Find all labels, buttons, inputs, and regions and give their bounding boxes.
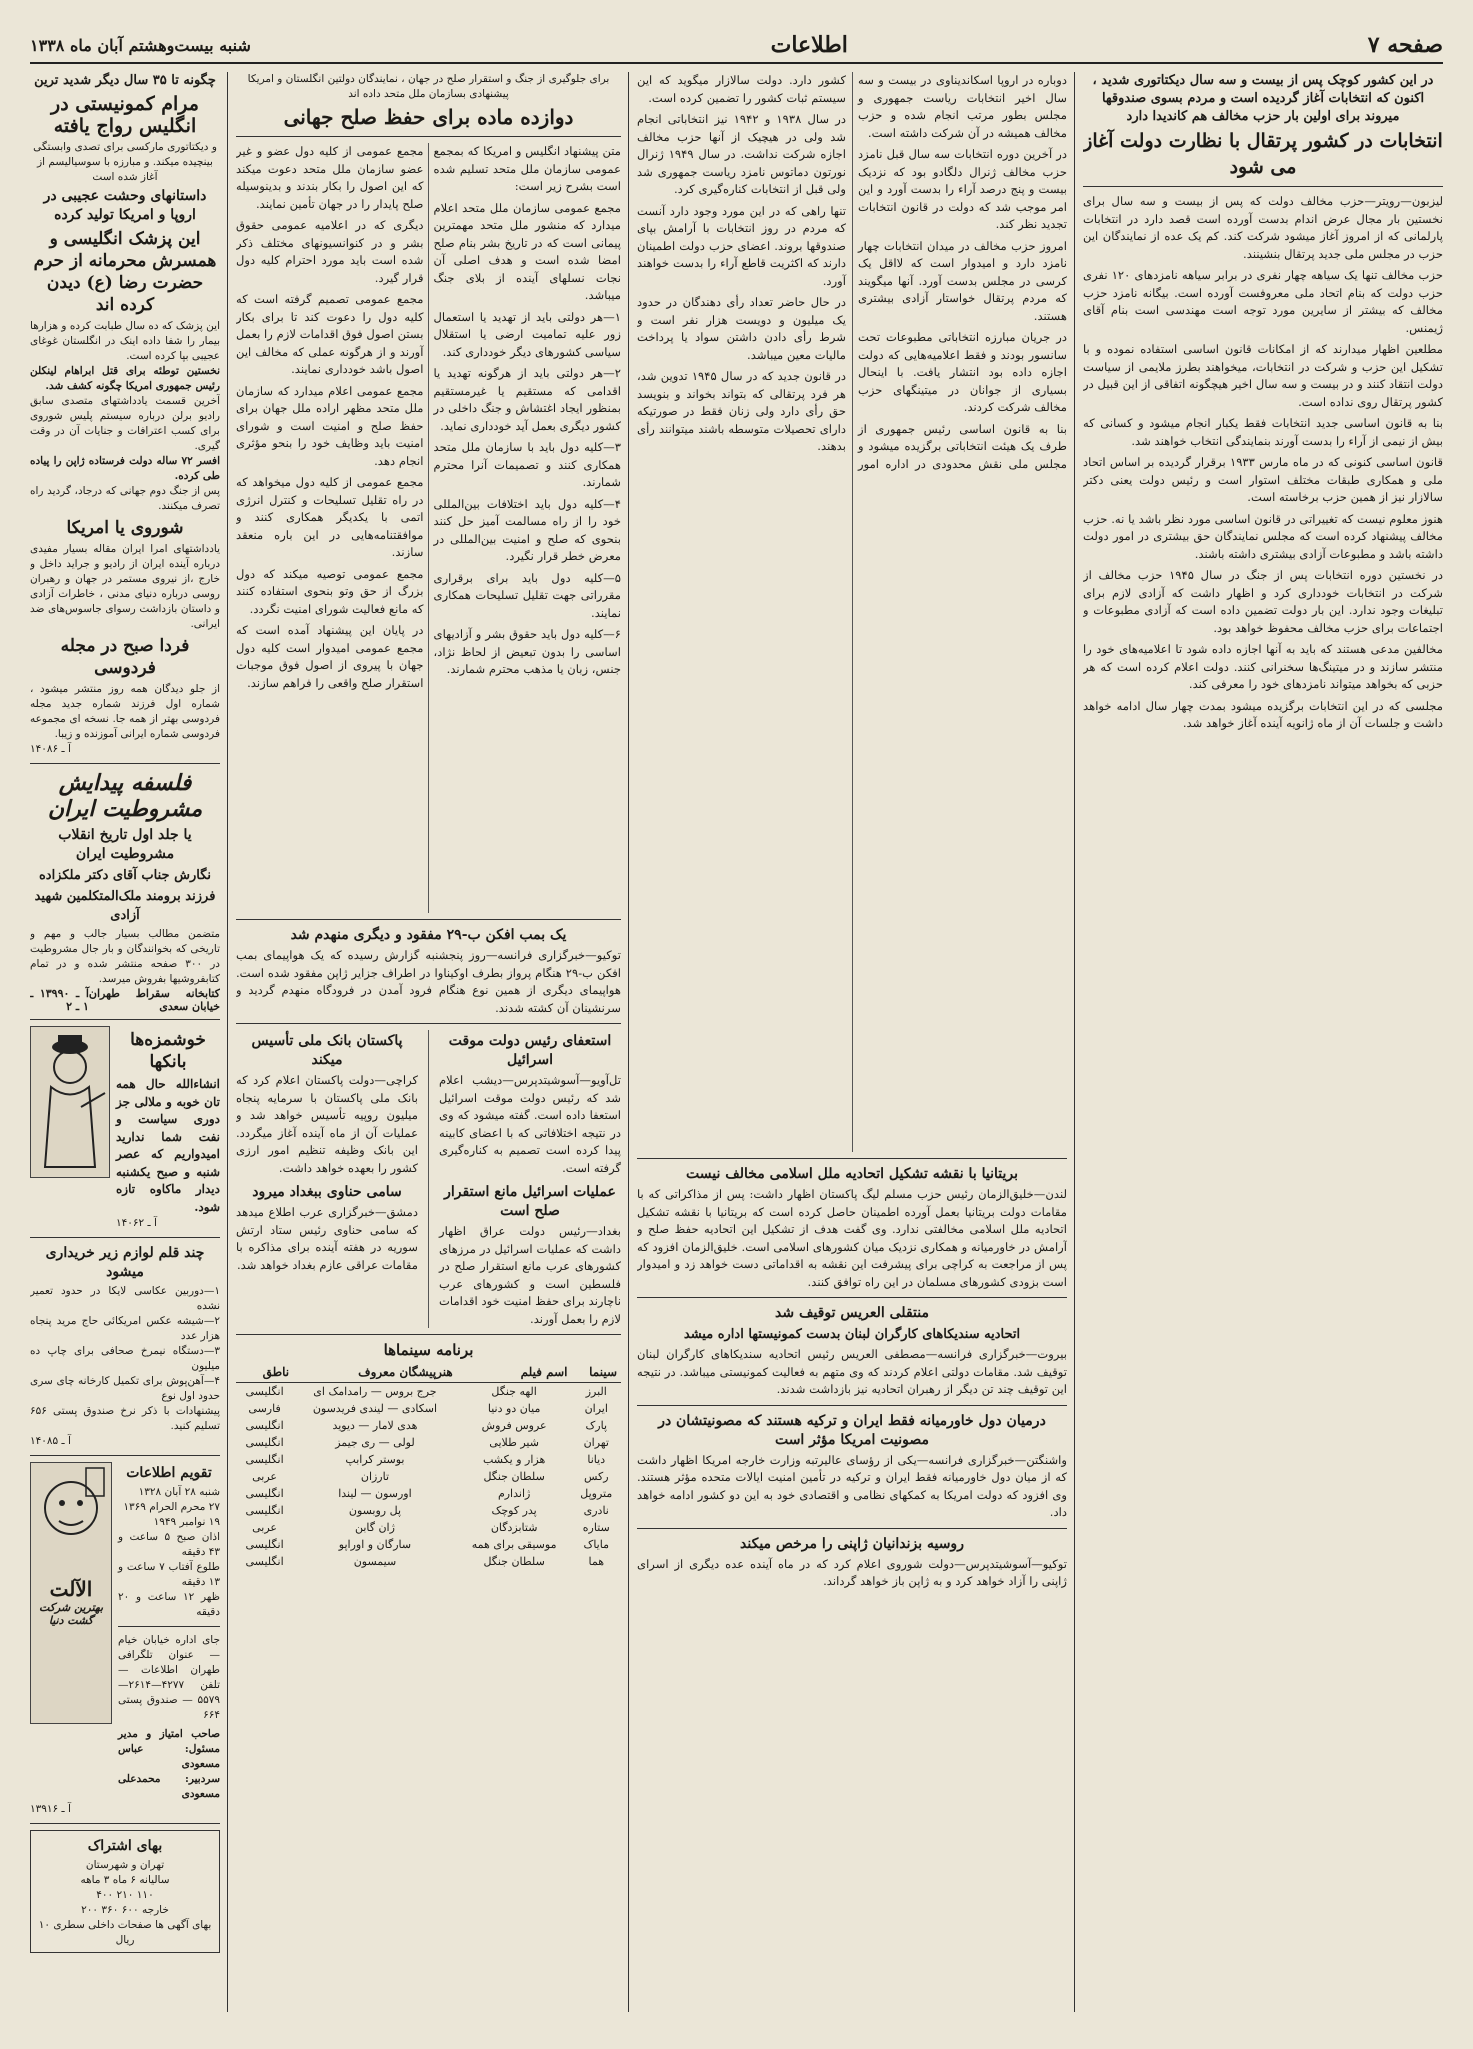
brief-column-right: [439, 1030, 621, 1328]
cinema-cell: انگلیسی: [245, 1504, 284, 1517]
teaser-body: این پزشک که ده سال طبابت کرده و هزارها بیمار را شفا داده اینک در انگلستان غوغای عجیبی بپا کرده است.: [30, 320, 220, 362]
khosh-headline: خوشمزه‌ها بانکها: [130, 1030, 206, 1072]
britain-body: لندن—خلیق‌الزمان رئیس حزب مسلم لیگ پاکستان اظهار داشت: پس از مذاکراتی که با مقامات دولت بریتانیا بعمل آورده اطمینان حاصل کرده است که بریتانیا با نقشه تشکیل اتحادیه ملل اسلامی مخالفتی ندارد. وی گفت هدف از تشکیل این اتحادیه حفظ صلح و آرامش در خاورمیانه و همکاری نزدیک میان کشورهای اسلامی است. خلیق‌الزمان افزود که پس از مراجعت به کراچی برای پیشرفت این نقشه به اقداماتی دست خواهد زد و امیدوار است بزودی کشورهای مسلمان در این راه توافق کنند.: [637, 1187, 1067, 1289]
cinema-cell: سیمسون: [353, 1555, 397, 1568]
khosh-ad: [30, 1026, 220, 1231]
teaser-headline-3: این پزشک انگلیسی و همسرش محرمانه از حرم حضرت رضا (ع) دیدن کرده اند: [33, 229, 217, 315]
cinema-cell: انگلیسی: [245, 1436, 284, 1449]
cinema-cell: اسکادی — لیندی فریدسون: [312, 1402, 438, 1415]
article-body: [1083, 193, 1443, 733]
cinema-cell: جرج بروس — رامدامک ای: [313, 1385, 437, 1398]
article-headline: انتخابات در کشور پرتقال با نظارت دولت آغاز می شود: [1083, 130, 1443, 178]
cinema-cell: ایران: [584, 1402, 608, 1415]
cinema-cell: ژان گابن: [354, 1521, 395, 1534]
cinema-cell: موسیقی برای همه: [471, 1538, 557, 1551]
cinema-cell: شتابزدگان: [490, 1521, 538, 1534]
article-intro: در این کشور کوچک پس از بیست و سه سال دیکتاتوری شدید ، اکنون که انتخابات آغاز گردیده است و مردم بسوی صندوقها میروند برای اولین بار حزب مخالف هم کاندیدا دارد: [1092, 73, 1434, 124]
cinema-cell: عروس فروش: [481, 1419, 547, 1432]
ad-code: آ ـ ۱۴۰۸۵: [30, 1435, 71, 1447]
teaser-lead: چگونه تا ۳۵ سال دیگر شدید ترین: [34, 73, 216, 88]
cinema-row: [236, 1553, 621, 1570]
paragraph: تنها راهی که در این مورد وجود دارد آنست که مردم در روز انتخابات با آرامش بپای صندوقها بروند. اعضای حزب دولت اطمینان دارند که اکثریت قاطع آراء را بدست خواهند آورد.: [637, 203, 846, 288]
calendar-row: ۱۹ نوامبر ۱۹۴۹: [153, 1516, 220, 1528]
paragraph: دوباره در اروپا اسکاندیناوی در بیست و سه سال اخیر انتخابات ریاست جمهوری و مجلس بطور مرتب انجام شده و حزب مخالف همیشه در آن شرکت داشته است.: [858, 73, 1067, 140]
calendar-row: ۲۷ محرم الحرام ۱۳۶۹: [123, 1501, 220, 1513]
article-headline: دوازده ماده برای حفظ صلح جهانی: [283, 105, 574, 129]
cinema-cell: مایاک: [583, 1538, 609, 1551]
ad-code: آ ـ ۱۴۰۸۶: [30, 743, 71, 755]
book-ad-subtitle: یا جلد اول تاریخ انقلاب مشروطیت ایران: [58, 827, 192, 862]
article-body: [236, 143, 621, 913]
cinema-row: [236, 1451, 621, 1468]
cinema-row: [236, 1536, 621, 1553]
cinema-cell: رکس: [583, 1470, 609, 1483]
cinema-cell: شیر طلایی: [489, 1436, 539, 1449]
paragraph: مجلسی که در این انتخابات برگزیده میشود بمدت چهار سال ادامه خواهد داشت و جلسات آن از ماه ژانویه آینده آغاز خواهد شد.: [1083, 698, 1443, 730]
teaser-body: افسر ۷۲ ساله دولت فرستاده ژاپن را پیاده طی کرده.: [30, 455, 220, 482]
column-2: [637, 72, 1067, 2012]
teaser-body: نخستین توطئه برای قتل ابراهام لینکلن رئیس جمهوری امریکا چگونه کشف شد.: [30, 365, 220, 392]
ad-code: آ ـ ۱۳۹۱۶: [30, 1803, 71, 1815]
cinema-row: [236, 1519, 621, 1536]
paragraph: قانون اساسی کنونی که در ماه مارس ۱۹۳۳ برقرار گردیده بر اساس اتحاد ملی و همکاری طبقات مختلف استوار است و رئیس دولت یعنی دکتر سالازار نیز از همین حزب برخاسته است.: [1083, 455, 1443, 504]
khosh-body: انشاءالله حال همه تان خوبه و ملالی جز دوری سیاست و نفت شما ندارید امیدواریم که عصر شنبه و صبح یکشنبه دیدار ماکاوه تازه شود.: [116, 1077, 220, 1214]
cinema-cell: انگلیسی: [245, 1487, 284, 1500]
paragraph: حزب مخالف تنها یک سیاهه چهار نفری در برابر سیاهه نامزدهای ۱۲۰ نفری حزب دولت که بنام اتحاد ملی معروفست آورده است. بیگانه نامزد حزب مخالف که بیشتر از سایرین مورد توجه است مهندسی است بنام آقای ژیمنس.: [1083, 268, 1443, 335]
cinema-cell: اورسون — لیندا: [338, 1487, 412, 1500]
subscription-title: بهای اشتراک: [87, 1838, 163, 1854]
paragraph: در حال حاضر تعداد رأی دهندگان در حدود یک میلیون و دویست هزار نفر است و شرط رأی دادن داشتن سواد یا پرداخت مالیات معین میباشد.: [637, 295, 846, 362]
paragraph: متن پیشنهاد انگلیس و امریکا که بمجمع عمومی سازمان ملل متحد تسلیم شده است بشرح زیر است:: [433, 144, 621, 193]
shoravi-headline: شوروی یا امریکا: [66, 518, 184, 538]
purchase-headline: چند قلم لوازم زیر خریداری میشود: [45, 1245, 205, 1280]
subscription-row: سالیانه ۶ ماه ۳ ماهه: [80, 1874, 170, 1886]
sami-headline: سامی حناوی ببغداد میرود: [252, 1184, 402, 1200]
cinema-cell: پارک: [585, 1419, 608, 1432]
paragraph: مجمع عمومی از کلیه دول میخواهد که در راه تقلیل تسلیحات و کنترل انرژی اتمی با یکدیگر همکاری کنند و موافقتنامه‌هایی در این باره منعقد سازند.: [236, 475, 424, 559]
brief-column-left: [236, 1030, 418, 1328]
cinema-cell: انگلیسی: [245, 1419, 284, 1432]
mideast-headline: درمیان دول خاورمیانه فقط ایران و ترکیه هستند که مصونیتشان در مصونیت امریکا مؤثر است: [658, 1412, 1046, 1448]
cartoon-figure-icon: [31, 1027, 109, 1177]
subscription-box: [30, 1830, 220, 1953]
cinema-cell: عربی: [252, 1470, 277, 1483]
cinema-cell: لولی — ری جیمز: [335, 1436, 415, 1449]
teaser-body: آخرین قسمت یادداشتهای متصدی سابق رادیو برلن درباره سیستم پلیس شوروی برای کسب اعترافات و جنایات آن در وقت گیری.: [30, 395, 220, 452]
cinema-row: [236, 1400, 621, 1417]
book-ad-store: کتابخانه سقراط طهران خیابان سعدی: [88, 987, 220, 1013]
sami-body: دمشق—خبرگزاری عرب اطلاع میدهد که سامی حناوی رئیس ستاد ارتش سوریه در هفته آینده برای مذاکره با مقامات عراقی عازم بغداد خواهد شد.: [236, 1205, 418, 1272]
cinema-cell: هدی لامار — دیوید: [332, 1419, 418, 1432]
cinema-cell: فارسی: [248, 1402, 281, 1415]
calendar-row: طلوع آفتاب ۷ ساعت و ۱۳ دقیقه: [118, 1561, 220, 1588]
book-ad-code: آ ـ ۱۳۹۹۰ ـ ۱ ـ ۲: [30, 987, 89, 1013]
cinema-row: [236, 1502, 621, 1519]
newspaper-editor: سردبیر: محمدعلی مسعودی: [118, 1773, 220, 1800]
calendar-row: اذان صبح ۵ ساعت و ۴۳ دقیقه: [118, 1531, 220, 1558]
ferdowsi-headline: فردا صبح در مجله فردوسی: [60, 636, 190, 678]
plane-body: توکیو—خبرگزاری فرانسه—روز پنجشنبه گزارش رسیده که یک هواپیمای بمب افکن ب-۲۹ هنگام پرواز بطرف اوکیناوا در اطراف جزایر ژاپن مفقود شده است. هواپیمای دیگری از همین نوع هنگام فرود آمدن در فرودگاه منهدم گردید و سرنشینان آن کشته شدند.: [236, 948, 621, 1015]
cinema-cell: پدر کوچک: [491, 1504, 537, 1517]
book-ad-footer: [30, 987, 220, 1013]
cinema-title: برنامه سینماها: [383, 1341, 474, 1359]
paragraph: لیزبون—رویتر—حزب مخالف دولت که پس از بیست و سه سال برای نخستین بار مجال عرض اندام بدست آورده است قصد دارد در انتخابات پارلمانی که از امروز آغاز میشود شرکت کند. کم یک عده از نمایندگان این حزب در مجلس ملی جدید پرتقال بنشینند.: [1083, 194, 1443, 261]
issue-date: شنبه بیست‌وهشتم آبان ماه ۱۳۳۸: [30, 35, 251, 55]
newspaper-name: اطلاعات: [770, 32, 848, 58]
lebanon-body: بیروت—خبرگزاری فرانسه—مصطفی العریس رئیس اتحادیه سندیکاهای کارگران لبنان توقیف شد. مقامات دولتی اعلام کردند که وی متهم به فعالیت کمونیستی میباشد. در نتیجه این توقیف چند تن دیگر از رهبران اتحادیه نیز بازداشت شدند.: [637, 1347, 1067, 1396]
cartoon-illustration: [30, 1026, 110, 1178]
israel-body: تل‌آویو—آسوشیتدپرس—دیشب اعلام شد که رئیس دولت موقت اسرائیل استعفا داده است. گفته میشود که وی در نتیجه اختلافاتی که با اعضای کابینه پیدا کرده است تصمیم به کناره‌گیری گرفته است.: [439, 1073, 621, 1175]
cinema-header: ناطق: [236, 1362, 293, 1383]
cinema-table: [236, 1362, 621, 1570]
column-4: [30, 72, 220, 2012]
mideast-body: واشنگتن—خبرگزاری فرانسه—یکی از رؤسای عالیرتبه وزارت خارجه امریکا اظهار داشت که از میان دول خاورمیانه فقط ایران و ترکیه در تأمین امنیت ایالات متحده مؤثر هستند. وی افزود که دولت امریکا به کمکهای نظامی و اقتصادی خود به این دو کشور ادامه خواهد داد.: [637, 1452, 1067, 1519]
cinema-cell: انگلیسی: [245, 1555, 284, 1568]
ad-brand: الآلت: [49, 1577, 93, 1601]
cinema-cell: پل روبسون: [348, 1504, 402, 1517]
cinema-row: [236, 1383, 621, 1401]
cinema-header: اسم فیلم: [457, 1362, 572, 1383]
cinema-cell: ستاره: [582, 1521, 610, 1534]
paragraph: مخالفین مدعی هستند که باید به آنها اجازه داده شود تا اعلامیه‌های خود را منتشر سازند و در میتینگ‌ها سخنرانی کنند. دولت اعلام کرده است که هر حزبی که بخواهد میتواند نامزدهای خود را معرفی کند.: [1083, 642, 1443, 691]
paragraph: دیگری که در اعلامیه عمومی حقوق بشر و در کنوانسیونهای مختلف ذکر شده است باید مورد احترام کلیه دول قرار گیرد.: [236, 218, 424, 285]
ferdowsi-body: از جلو دیدگان همه روز منتشر میشود ، شماره اول فرزند شماره جدید مجله فردوسی بهتر از همه جا. نسخه ای مجموعه فردوسی شماره ایرانی آموزنده و زیبا.: [30, 683, 220, 740]
paragraph: در آخرین دوره انتخابات سه سال قبل نامزد حزب مخالف ژنرال دلگادو بود که نزدیک بیست و پنج درصد آراء را بدست آورد و این امر موجب شد که دولت در قانون انتخابات تجدید نظر کند.: [858, 147, 1067, 231]
calendar-and-ad: [30, 1462, 220, 1802]
book-ad-title: فلسفه پیدایش مشروطیت ایران: [47, 770, 203, 822]
calendar-row: ظهر ۱۲ ساعت و ۲۰ دقیقه: [118, 1591, 220, 1618]
news-briefs: [236, 1030, 621, 1328]
cinema-cell: سلطان جنگل: [483, 1555, 545, 1568]
paragraph: مجمع عمومی سازمان ملل متحد اعلام میدارد که منشور ملل متحد مهمترین پیمانی است که در تاریخ بشر بنام صلح امضا شده است و هدف اصلی آن نجات نسلهای آینده از بلای جنگ میباشد.: [433, 200, 621, 302]
purchase-note: پیشنهادات با ذکر نرخ صندوق پستی ۶۵۶ تسلیم کنید.: [30, 1405, 220, 1432]
book-ad-author: نگارش جناب آقای دکتر ملکزاده: [38, 868, 212, 883]
paragraph: در سال ۱۹۳۸ و ۱۹۴۲ نیز انتخاباتی انجام شد ولی در هیچیک از آنها حزب مخالف اجازه شرکت نداشت. در سال ۱۹۴۹ ژنرال نورتون دماتوس نامزد ریاست جمهوری شد ولی قبل از انتخابات کناره‌گیری کرد.: [637, 112, 846, 196]
paragraph: امروز حزب مخالف در میدان انتخابات چهار نامزد دارد و امیدوار است که لااقل یک کرسی در مجلس بدست آورد. آنها میگویند که مردم پرتقال خواستار آزادی بیشتری هستند.: [858, 238, 1067, 323]
article-continuation: [637, 72, 1067, 1152]
masthead: [30, 28, 1443, 64]
paragraph: مطلعین اظهار میدارند که از امکانات قانون اساسی استفاده نموده و با تشکیل این حزب و شرکت در انتخابات، میخواهند بطرز ملایمی از سیاست دولت انتقاد کنند و در بیست و سه سال اخیر هیچگونه اتفاقی از این قبیل در کشور پرتقال روی نداده است.: [1083, 342, 1443, 409]
paragraph: در قانون جدید که در سال ۱۹۴۵ تدوین شد، هر فرد پرتقالی که بتواند بخواند و بنویسد حق رأی دارد ولی زنان فقط در صورتیکه دارای تحصیلات متوسطه باشند میتوانند رأی بدهند.: [637, 369, 846, 453]
paragraph: ۲—هر دولتی باید از هرگونه تهدید یا اقدامی که مستقیم یا غیرمستقیم بمنظور ایجاد اغتشاش و جنگ داخلی در کشور دیگری بعمل آید خودداری نماید.: [433, 366, 621, 433]
cinema-cell: هزار و یکشب: [482, 1453, 546, 1466]
cinema-cell: سلطان جنگل: [483, 1470, 545, 1483]
ad-face-icon: [31, 1463, 111, 1573]
japan-headline: روسیه بزندانیان ژاپنی را مرخص میکند: [740, 1535, 964, 1552]
paragraph: مجمع عمومی اعلام میدارد که سازمان ملل متحد مظهر اراده ملل جهان برای حفظ صلح و امنیت است و شورای امنیت باید وظایف خود را بنحو مؤثری انجام دهد.: [236, 383, 424, 468]
subscription-row: بهای آگهی ها صفحات داخلی سطری ۱۰ ریال: [38, 1919, 212, 1946]
paragraph: ۵—کلیه دول باید برای برقراری مقرراتی جهت تقلیل تسلیحات همکاری نمایند.: [433, 570, 621, 620]
paragraph: هنوز معلوم نیست که تغییراتی در قانون اساسی مورد نظر باشد یا نه. حزب مخالف پیشنهاد کرده است که مجلس نمایندگان حق بیشتری در امور دولت داشته باشد و مطبوعات آزادی بیشتری داشته باشند.: [1083, 511, 1443, 561]
paragraph: مجمع عمومی از کلیه دول عضو و غیر عضو سازمان ملل متحد دعوت میکند که این اصول را بکار بندند و بدینوسیله صلح پایدار را در جهان تأمین نمایند.: [236, 144, 424, 211]
newspaper-owner: صاحب امتیاز و مدیر مسئول: عباس مسعودی: [118, 1728, 220, 1770]
cinema-cell: انگلیسی: [245, 1538, 284, 1551]
cinema-cell: هما: [588, 1555, 604, 1568]
paragraph: ۳—کلیه دول باید با سازمان ملل متحد همکاری کنند و تصمیمات آنرا محترم شمارند.: [433, 440, 621, 489]
cinema-cell: عربی: [252, 1521, 277, 1534]
paragraph: مجمع عمومی تصمیم گرفته است که کلیه دول را دعوت کند تا برای بکار بستن اصول فوق اقدامات لازم را بعمل آورند و از هرگونه عملی که مخالف این اصول باشد خودداری نمایند.: [236, 292, 424, 376]
pakistan-body: کراچی—دولت پاکستان اعلام کرد که بانک ملی پاکستان با سرمایه پنجاه میلیون روپیه تأسیس خواهد شد و عملیات آن از ماه آینده آغاز میگردد. این بانک وظیفه تنظیم امور ارزی کشور را بعهده خواهد داشت.: [236, 1073, 418, 1175]
paragraph: ۶—کلیه دول باید حقوق بشر و آزادیهای اساسی را بدون تبعیض از لحاظ نژاد، جنس، زبان یا مذهب محترم شمارند.: [433, 627, 621, 676]
cinema-row: [236, 1434, 621, 1451]
cinema-cell: ژاندارم: [497, 1487, 531, 1500]
column-1: [1083, 72, 1443, 2012]
paragraph: ۴—کلیه دول باید اختلافات بین‌المللی خود را از راه مسالمت آمیز حل کنند بنحوی که صلح و امنیت بین‌المللی در معرض خطر قرار نگیرد.: [433, 496, 621, 563]
cinema-cell: انگلیسی: [245, 1453, 284, 1466]
book-ad-desc: متضمن مطالب بسیار جالب و مهم و تاریخی که بخوانندگان و بار جال مشروطیت در ۳۰۰ صفحه منتشر شده و در تمام کتابفروشیها بفروش میرسد.: [30, 928, 220, 985]
cinema-cell: متروپل: [580, 1487, 613, 1500]
article-intro: برای جلوگیری از جنگ و استقرار صلح در جهان ، نمایندگان دولتین انگلستان و امریکا پیشنهادی بسازمان ملل متحد داده اند: [247, 73, 610, 100]
cinema-row: [236, 1485, 621, 1502]
teaser-body: پس از جنگ دوم جهانی که درجاد، گردید راه تصرف میکنند.: [30, 485, 220, 512]
cinema-cell: میان دو دنیا: [487, 1402, 541, 1415]
teaser-headline: مرام کمونیستی در انگلیس رواج یافته: [51, 93, 199, 137]
cinema-cell: بوستر کرابپ: [345, 1453, 405, 1466]
cinema-cell: تارزان: [360, 1470, 390, 1483]
japan-body: توکیو—آسوشیتدپرس—دولت شوروی اعلام کرد که در ماه آینده عده دیگری از اسرای ژاپنی را آزاد خواهد کرد و به ژاپن باز خواهد گرداند.: [637, 1556, 1067, 1588]
newspaper-address: جای اداره خیابان خیام — عنوان تلگرافی طهران اطلاعات — تلفن ۴۲۷۷—۲۶۱۴—۵۵۷۹ — صندوق پستی ۶۶۴: [118, 1634, 220, 1721]
ad-code: آ ـ ۱۴۰۶۲: [116, 1217, 157, 1229]
cinema-row: [236, 1468, 621, 1485]
cinema-cell: انگلیسی: [245, 1385, 284, 1398]
israel-headline: استعفای رئیس دولت موقت اسرائیل: [448, 1033, 612, 1068]
paragraph: مجمع عمومی توصیه میکند که دول بزرگ از حق وتو بنحوی استفاده کنند که مانع فعالیت شورای امنیت نگردد.: [236, 566, 424, 616]
purchase-item: ۳—دستگاه نیمرخ صحافی برای چاپ ده میلیون: [30, 1345, 220, 1372]
shoravi-body: یادداشتهای امرا ایران مقاله بسیار مفیدی درباره آینده ایران از رادیو و جراید داخل و خارج ،از نیروی مستمر در جهان و رهبران روسی درباره دنیای مدنی ، خاطرات آزادی و داستان بازداشت رسوای جاسوس‌های ضد ایرانی.: [30, 543, 220, 630]
column-3: [236, 72, 621, 2012]
paragraph: در نخستین دوره انتخابات پس از جنگ در سال ۱۹۴۵ حزب مخالف از شرکت در انتخابات خودداری کرد و اظهار داشت که آزادی لازم برای تبلیغات وجود ندارد. این بار دولت تضمین داده است که آزادی مطبوعات و اجتماعات برای حزب مخالف محفوظ خواهد بود.: [1083, 568, 1443, 635]
subscription-subtitle: تهران و شهرستان: [85, 1859, 165, 1871]
lebanon-headline: منتقلی العریس توقیف شد: [775, 1305, 929, 1321]
ad-slogan: بهترین شرکت گشت دنیا: [38, 1601, 104, 1627]
product-ad: [30, 1462, 112, 1724]
cinema-cell: البرز: [585, 1385, 607, 1398]
calendar-title: تقویم اطلاعات: [126, 1465, 212, 1481]
teaser-sub: و دیکتاتوری مارکسی برای تصدی وابستگی بینچیده میکند. و مبارزه با سوسیالیسم از آغاز شده است: [33, 141, 217, 183]
cinema-cell: دیانا: [587, 1453, 606, 1466]
paragraph: در جریان مبارزه انتخاباتی مطبوعات تحت سانسور بودند و فقط اعلامیه‌هایی که دولت اجازه داده بود انتشار یافت. با اینحال بسیاری از جوانان در میتینگهای حزب مخالف شرکت کردند.: [858, 330, 1067, 414]
lebanon-subheadline: اتحادیه سندیکاهای کارگران لبنان بدست کمونیستها اداره میشد: [683, 1327, 1021, 1342]
purchase-item: ۱—دوربین عکاسی لایکا در حدود تعمیر نشده: [30, 1285, 220, 1312]
cinema-cell: سارگان و اوراپو: [338, 1538, 412, 1551]
book-ad-note: فرزند برومند ملک‌المتکلمین شهید آزادی: [34, 889, 216, 923]
page-number: صفحه ۷: [1367, 32, 1443, 58]
plane-headline: یک بمب افکن ب-۲۹ مفقود و دیگری منهدم شد: [290, 927, 567, 943]
paragraph: در پایان این پیشنهاد آمده است که مجمع عمومی امیدوار است کلیه دول جهان با پیروی از اصول فوق موجبات استقرار صلح واقعی را فراهم سازند.: [236, 623, 424, 690]
subscription-row: خارجه ۶۰۰ ۳۶۰ ۲۰۰: [81, 1904, 169, 1916]
cinema-cell: تهران: [583, 1436, 609, 1449]
paragraph: بنا به قانون اساسی رئیس جمهوری از طرف یک هیئت انتخاباتی برگزیده میشود و مجلس ملی نقش محدودی در اداره امور کشور دارد. دولت سالازار میگوید که این سیستم ثبات کشور را تضمین کرده است.: [637, 73, 1067, 471]
purchase-item: ۴—آهن‌پوش برای تکمیل کارخانه چای سری حدود اول نوع: [30, 1375, 220, 1402]
paragraph: بنا به قانون اساسی جدید انتخابات فقط یکبار انجام میشود و کسانی که بیش از نیمی از آراء را بدست آورند بنمایندگی انتخاب خواهند شد.: [1083, 416, 1443, 448]
paragraph: ۱—هر دولتی باید از تهدید یا استعمال زور علیه تمامیت ارضی یا استقلال سیاسی کشورهای دیگر خودداری کند.: [433, 309, 621, 359]
calendar-row: شنبه ۲۸ آبان ۱۳۲۸: [138, 1486, 220, 1498]
cinema-cell: الهه جنگل: [491, 1385, 537, 1398]
iraq-headline: عملیات اسرائیل مانع استقرار صلح است: [444, 1184, 616, 1219]
britain-headline: بریتانیا با نقشه تشکیل اتحادیه ملل اسلامی مخالف نیست: [686, 1166, 1018, 1182]
cinema-header: سینما: [572, 1362, 622, 1383]
cinema-header: هنرپیشگان معروف: [293, 1362, 457, 1383]
iraq-body: بغداد—رئیس دولت عراق اظهار داشت که عملیات اسرائیل در مرزهای کشورهای عرب مانع استقرار صلح در فلسطین است و کشورهای عرب ناچارند برای حفظ امنیت خود اقدامات لازم را بعمل آورند.: [439, 1224, 621, 1326]
teaser-headline-2: داستانهای وحشت عجیبی در اروپا و امریکا تولید کرده: [43, 188, 207, 223]
subscription-row: ۱۱۰ ۲۱۰ ۴۰۰: [96, 1889, 154, 1901]
cinema-row: [236, 1417, 621, 1434]
pakistan-headline: پاکستان بانک ملی تأسیس میکند: [251, 1033, 403, 1068]
cinema-cell: نادری: [583, 1504, 609, 1517]
purchase-item: ۲—شیشه عکس امریکائی حاج مرید پنجاه هزار عدد: [30, 1315, 220, 1342]
